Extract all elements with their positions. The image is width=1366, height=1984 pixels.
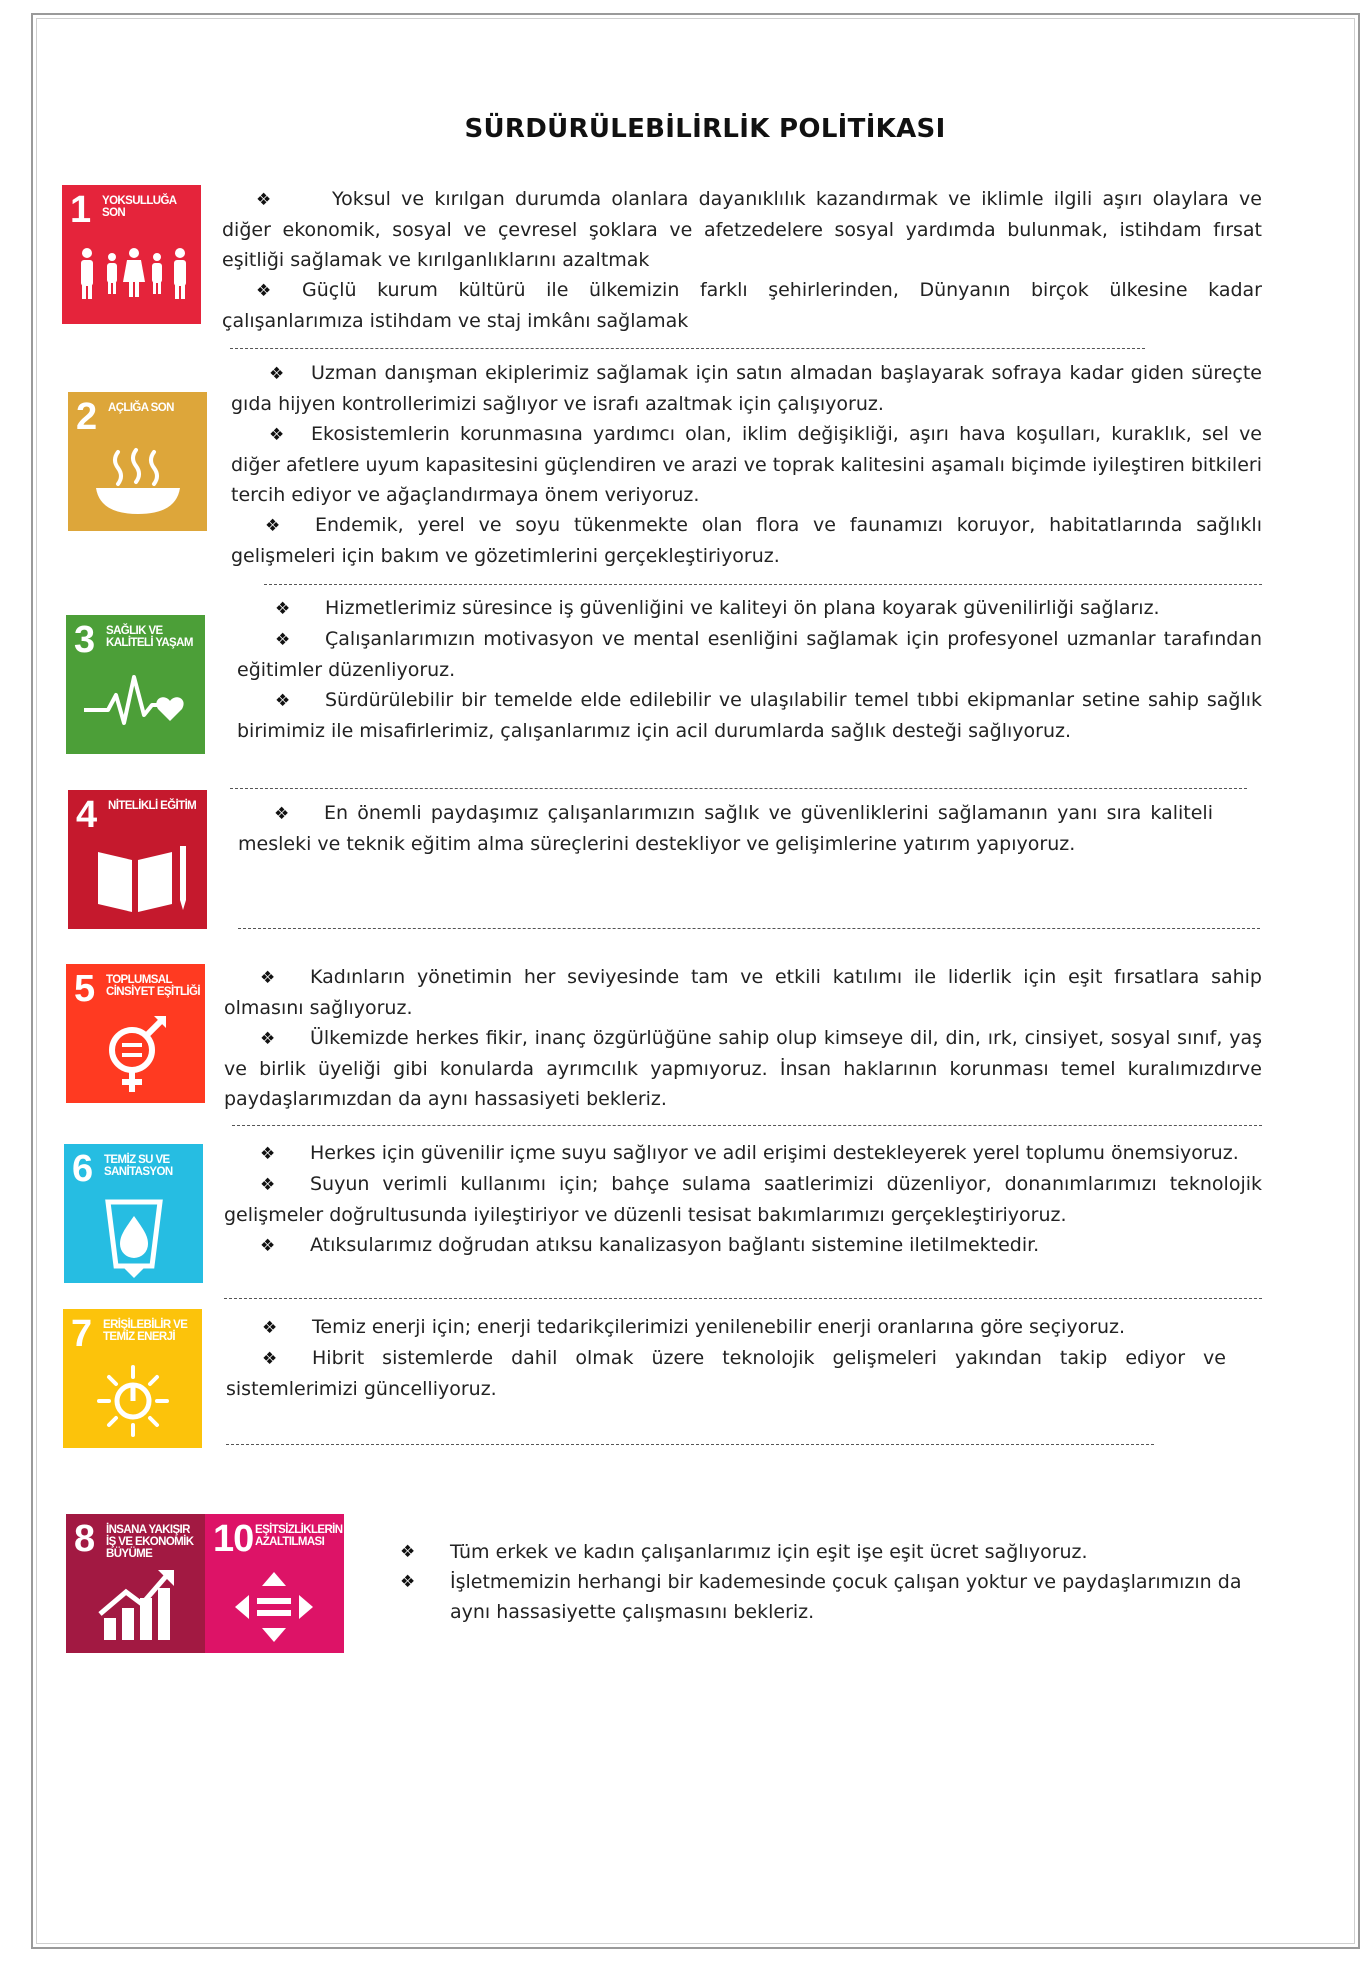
sdg-goal-label: EŞİTSİZLİKLERİN AZALTILMASI xyxy=(255,1524,343,1548)
growth-chart-icon xyxy=(66,1514,205,1653)
bullet-icon: ❖ xyxy=(260,1029,276,1049)
bullet-icon: ❖ xyxy=(260,1144,276,1164)
sdg-goal-label: YOKSULLUĞA SON xyxy=(102,195,177,219)
bullet-icon: ❖ xyxy=(256,281,272,301)
sdg-goal-label: NİTELİKLİ EĞİTİM xyxy=(108,800,197,812)
bullet-icon: ❖ xyxy=(260,1175,276,1195)
sdg-goal-3-tile xyxy=(66,615,205,754)
sun-power-icon xyxy=(63,1309,202,1448)
sdg-goal-number: 5 xyxy=(74,968,95,1010)
section-health xyxy=(237,593,1262,746)
section-divider xyxy=(232,1125,1262,1126)
bullet-icon: ❖ xyxy=(275,630,291,650)
policy-item: ❖ Kadınların yönetimin her seviyesinde tam ve etkili katılımı ile liderlik için eşit fırsatlara sahip olmasını sağlıyoruz. xyxy=(224,962,1262,1023)
section-divider xyxy=(230,348,1145,349)
bullet-icon: ❖ xyxy=(262,1318,278,1338)
policy-item: ❖ Ülkemizde herkes fikir, inanç özgürlüğüne sahip olup kimseye dil, din, ırk, cinsiyet, sosyal sınıf, yaş ve birlik üyeliği gibi konularda ayrımcılık yapmıyoruz. İnsan haklarının korunması temel kuralımızdırve paydaşlarımızdan da aynı hassasiyeti bekleriz. xyxy=(224,1023,1262,1114)
sdg-goal-number: 1 xyxy=(70,189,91,231)
bullet-icon: ❖ xyxy=(269,425,285,445)
section-divider xyxy=(224,1298,1262,1299)
book-icon xyxy=(68,790,207,929)
policy-item: ❖ En önemli paydaşımız çalışanlarımızın sağlık ve güvenliklerini sağlamanın yanı sıra kaliteli mesleki ve teknik eğitim alma süreçlerini destekliyor ve gelişimlerine yatırım yapıyoruz. xyxy=(238,798,1213,859)
section-water xyxy=(224,1138,1262,1261)
section-hunger xyxy=(231,358,1262,571)
section-divider xyxy=(226,1444,1154,1445)
policy-item: ❖ Yoksul ve kırılgan durumda olanlara dayanıklılık kazandırmak ve iklimle ilgili aşırı olaylara ve diğer ekonomik, sosyal ve çevresel şoklara ve afetzedelere sosyal yardımda bulunmak, istihdam fırsat eşitliği sağlamak ve kırılganlıklarını azaltmak xyxy=(222,184,1262,275)
sdg-goal-2-tile xyxy=(68,392,207,531)
sdg-goal-number: 2 xyxy=(76,396,97,438)
policy-item: ❖ Endemik, yerel ve soyu tükenmekte olan flora ve faunamızı koruyor, habitatlarında sağlıklı gelişmeleri için bakım ve gözetimlerini gerçekleştiriyoruz. xyxy=(231,510,1262,571)
inequality-icon xyxy=(205,1514,344,1653)
bullet-icon: ❖ xyxy=(269,364,285,384)
sdg-goal-4-tile xyxy=(68,790,207,929)
bullet-icon: ❖ xyxy=(274,804,290,824)
water-glass-icon xyxy=(64,1144,203,1283)
policy-item: ❖ Sürdürülebilir bir temelde elde edilebilir ve ulaşılabilir temel tıbbi ekipmanlar setine sahip sağlık birimimiz ile misafirlerimiz, çalışanlarımız için acil durumlarda sağlık desteği sağlıyoruz. xyxy=(237,685,1262,746)
sdg-goal-label: İNSANA YAKIŞIR İŞ VE EKONOMİK BÜYÜME xyxy=(106,1524,194,1560)
section-divider xyxy=(238,928,1260,929)
section-divider xyxy=(230,788,1247,789)
bullet-icon: ❖ xyxy=(400,1572,416,1592)
sdg-goal-1-tile xyxy=(62,185,201,324)
sdg-goal-label: SAĞLIK VE KALİTELİ YAŞAM xyxy=(106,625,193,649)
gender-equality-icon xyxy=(66,964,205,1103)
policy-item: ❖ Güçlü kurum kültürü ile ülkemizin farklı şehirlerinden, Dünyanın birçok ülkesine kadar çalışanlarımıza istihdam ve staj imkânı sağlamak xyxy=(222,275,1262,336)
policy-item: ❖ Çalışanlarımızın motivasyon ve mental esenliğini sağlamak için profesyonel uzmanlar tarafından eğitimler düzenliyoruz. xyxy=(237,624,1262,685)
policy-item: ❖ Atıksularımız doğrudan atıksu kanalizasyon bağlantı sistemine iletilmektedir. xyxy=(224,1230,1262,1261)
heartbeat-icon xyxy=(66,615,205,754)
policy-item: ❖ Hizmetlerimiz süresince iş güvenliğini ve kaliteyi ön plana koyarak güvenilirliği sağlarız. xyxy=(237,593,1262,624)
policy-item: ❖ Hibrit sistemlerde dahil olmak üzere teknolojik gelişmeleri yakından takip ediyor ve sistemlerimizi güncelliyoruz. xyxy=(226,1343,1226,1404)
section-poverty xyxy=(222,184,1262,336)
bullet-icon: ❖ xyxy=(275,691,291,711)
sdg-goal-label: TOPLUMSAL CİNSİYET EŞİTLİĞİ xyxy=(106,974,200,998)
policy-item: ❖ Herkes için güvenilir içme suyu sağlıyor ve adil erişimi destekleyerek yerel toplumu önemsiyoruz. xyxy=(224,1138,1262,1169)
policy-item: ❖ İşletmemizin herhangi bir kademesinde çocuk çalışan yoktur ve paydaşlarımızın da aynı hassasiyette çalışmasını bekleriz. xyxy=(400,1567,1260,1627)
sdg-goal-number: 8 xyxy=(74,1518,95,1560)
policy-item: ❖ Uzman danışman ekiplerimiz sağlamak için satın almadan başlayarak sofraya kadar giden süreçte gıda hijyen kontrollerimizi sağlıyor ve israfı azaltmak için çalışıyoruz. xyxy=(231,358,1262,419)
bullet-icon: ❖ xyxy=(260,1236,276,1256)
bullet-icon: ❖ xyxy=(275,599,291,619)
policy-item: ❖ Tüm erkek ve kadın çalışanlarımız için eşit işe eşit ücret sağlıyoruz. xyxy=(400,1537,1260,1567)
sdg-goal-10-tile xyxy=(205,1514,344,1653)
sdg-goal-number: 6 xyxy=(72,1148,93,1190)
sdg-goal-number: 4 xyxy=(76,794,97,836)
sdg-goal-number: 10 xyxy=(213,1518,254,1560)
sdg-goal-7-tile xyxy=(63,1309,202,1448)
page-title: SÜRDÜRÜLEBİLİRLİK POLİTİKASI xyxy=(464,114,946,144)
section-decent-work-inequality xyxy=(400,1537,1260,1627)
sdg-goal-label: ERİŞİLEBİLİR VE TEMİZ ENERJİ xyxy=(103,1319,188,1343)
bullet-icon: ❖ xyxy=(256,190,272,210)
bullet-icon: ❖ xyxy=(400,1542,416,1562)
sdg-goal-5-tile xyxy=(66,964,205,1103)
sdg-goal-number: 7 xyxy=(71,1313,92,1355)
section-education xyxy=(238,798,1213,859)
policy-item: ❖ Suyun verimli kullanımı için; bahçe sulama saatlerimizi düzenliyor, donanımlarımızı teknolojik gelişmeler doğrultusunda iyileştiriyor ve düzenli tesisat bakımlarımızı gerçekleştiriyoruz. xyxy=(224,1169,1262,1230)
bullet-icon: ❖ xyxy=(262,1349,278,1369)
sdg-goal-label: AÇLIĞA SON xyxy=(108,402,174,414)
bullet-icon: ❖ xyxy=(265,516,281,536)
bowl-icon xyxy=(68,392,207,531)
sdg-goal-label: TEMİZ SU VE SANİTASYON xyxy=(104,1154,173,1178)
sdg-goal-8-tile xyxy=(66,1514,205,1653)
family-icon xyxy=(62,185,201,324)
section-energy xyxy=(226,1312,1226,1404)
sdg-goal-6-tile xyxy=(64,1144,203,1283)
bullet-icon: ❖ xyxy=(260,968,276,988)
section-divider xyxy=(264,584,1262,585)
policy-item: ❖ Ekosistemlerin korunmasına yardımcı olan, iklim değişikliği, aşırı hava koşulları, kuraklık, sel ve diğer afetlere uyum kapasitesini güçlendiren ve arazi ve toprak kalitesini aşamalı biçimde iyileştiren bitkileri tercih ediyor ve ağaçlandırmaya önem veriyoruz. xyxy=(231,419,1262,510)
section-gender-equality xyxy=(224,962,1262,1114)
sdg-goal-number: 3 xyxy=(74,619,95,661)
policy-item: ❖ Temiz enerji için; enerji tedarikçilerimizi yenilenebilir enerji oranlarına göre seçiyoruz. xyxy=(226,1312,1226,1343)
